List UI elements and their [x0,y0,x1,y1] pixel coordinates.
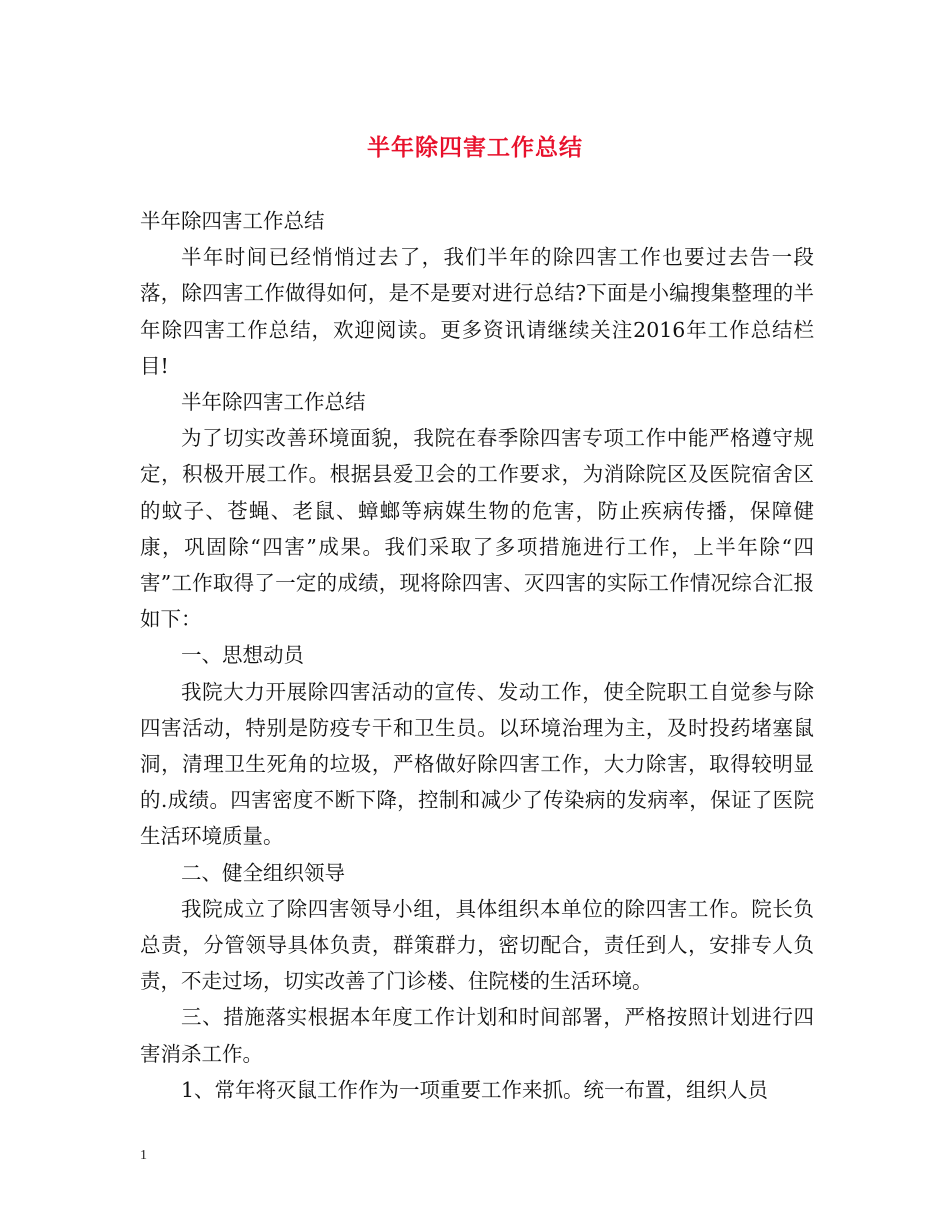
body-paragraph: 为了切实改善环境面貌，我院在春季除四害专项工作中能严格遵守规定，积极开展工作。根据县爱卫会的工作要求，为消除院区及医院宿舍区的蚊子、苍蝇、老鼠、蟑螂等病媒生物的危害，防止疾病传播，保障健康，巩固除“四害”成果。我们采取了多项措施进行工作，上半年除“四害”工作取得了一定的成绩，现将除四害、灭四害的实际工作情况综合汇报如下： [140,426,814,632]
body-paragraph: 我院成立了除四害领导小组，具体组织本单位的除四害工作。院长负总责，分管领导具体负责，群策群力，密切配合，责任到人，安排专人负责，不走过场，切实改善了门诊楼、住院楼的生活环境。 [140,896,814,994]
page-number: 1 [140,1148,147,1163]
body-paragraph: 三、措施落实根据本年度工作计划和时间部署，严格按照计划进行四害消杀工作。 [140,1005,814,1066]
document-title: 半年除四害工作总结 [367,134,583,161]
section-heading: 一、思想动员 [181,643,304,668]
body-paragraph: 1、常年将灭鼠工作作为一项重要工作来抓。统一布置，组织人员 [181,1077,769,1102]
subtitle-paragraph: 半年除四害工作总结 [140,209,325,233]
section-heading: 二、健全组织领导 [181,860,345,885]
section-heading: 半年除四害工作总结 [181,390,366,415]
body-paragraph: 我院大力开展除四害活动的宣传、发动工作，使全院职工自觉参与除四害活动，特别是防疫专干和卫生员。以环境治理为主，及时投药堵塞鼠洞，清理卫生死角的垃圾，严格做好除四害工作，大力除害，取得较明显的.成绩。四害密度不断下降，控制和减少了传染病的发病率，保证了医院生活环境质量。 [140,679,814,849]
document-body [140,203,814,1108]
intro-paragraph: 半年时间已经悄悄过去了，我们半年的除四害工作也要过去告一段落，除四害工作做得如何，是不是要对进行总结?下面是小编搜集整理的半年除四害工作总结，欢迎阅读。更多资讯请继续关注2016年工作总结栏目! [140,245,814,378]
